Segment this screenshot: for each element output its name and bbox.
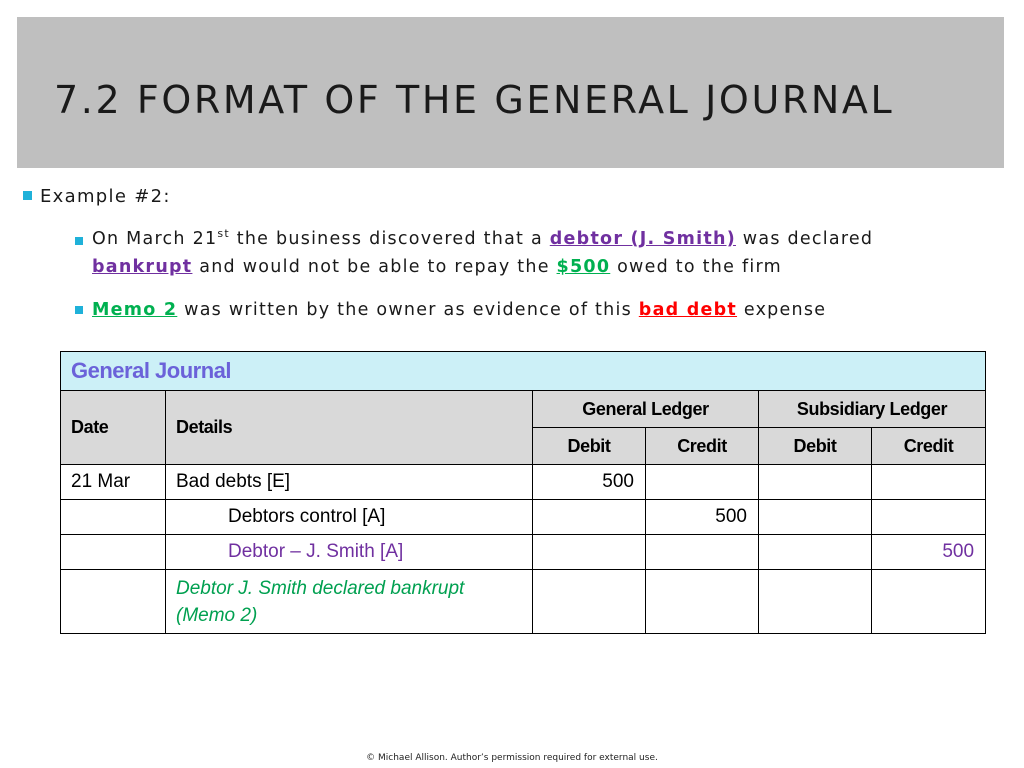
- cell-date: [61, 535, 166, 570]
- cell-sl-credit: 500: [872, 535, 986, 570]
- cell-date: [61, 570, 166, 634]
- cell-sl-debit: [759, 570, 872, 634]
- header-details: Details: [166, 391, 533, 465]
- ordinal-suffix: st: [217, 227, 230, 241]
- cell-sl-debit: [759, 465, 872, 500]
- copyright-footer: © Michael Allison. Author’s permission required for external use.: [366, 753, 658, 763]
- cell-gl-credit: [646, 465, 759, 500]
- text-fragment: expense: [737, 300, 827, 320]
- cell-details-narration: [166, 570, 533, 634]
- cell-date: 21 Mar: [61, 465, 166, 500]
- text-fragment: and would not be able to repay the: [192, 257, 557, 277]
- header-general-ledger: General Ledger: [533, 391, 759, 428]
- general-journal-table: [60, 351, 986, 634]
- cell-gl-debit: [533, 570, 646, 634]
- journal-title: General Journal: [61, 352, 986, 391]
- cell-gl-credit: [646, 535, 759, 570]
- amount-highlight: $500: [556, 257, 611, 277]
- text-fragment: was written by the owner as evidence of this: [177, 300, 639, 320]
- header-subsidiary-ledger: Subsidiary Ledger: [759, 391, 986, 428]
- header-gl-debit: Debit: [533, 428, 646, 465]
- header-sl-credit: Credit: [872, 428, 986, 465]
- table-row: [61, 500, 986, 535]
- table-row: [61, 570, 986, 634]
- cell-sl-credit: [872, 570, 986, 634]
- cell-sl-debit: [759, 535, 872, 570]
- cell-details: Bad debts [E]: [166, 465, 533, 500]
- bullet-square-icon: [23, 191, 32, 200]
- cell-gl-credit: [646, 570, 759, 634]
- sub-bullet-description: [92, 225, 873, 281]
- table-row: [61, 465, 986, 500]
- bankrupt-highlight: bankrupt: [92, 257, 193, 277]
- sub-bullet-square-icon: [75, 237, 83, 245]
- cell-gl-debit: 500: [533, 465, 646, 500]
- header-date: Date: [61, 391, 166, 465]
- header-sl-debit: Debit: [759, 428, 872, 465]
- cell-gl-debit: [533, 535, 646, 570]
- text-fragment: was declared: [735, 229, 874, 249]
- cell-sl-credit: [872, 500, 986, 535]
- cell-sl-debit: [759, 500, 872, 535]
- text-fragment: the business discovered that a: [229, 229, 550, 249]
- bullet-example: Example #2:: [40, 186, 171, 207]
- sub-bullet-memo: [92, 296, 826, 324]
- text-fragment: owed to the firm: [610, 257, 782, 277]
- memo-highlight: Memo 2: [92, 300, 178, 320]
- cell-details: Debtor – J. Smith [A]: [166, 535, 533, 570]
- text-fragment: On March 21: [92, 229, 218, 249]
- sub-bullet-square-icon: [75, 306, 83, 314]
- narration-line: (Memo 2): [176, 604, 258, 626]
- debtor-highlight: debtor (J. Smith): [549, 229, 736, 249]
- cell-date: [61, 500, 166, 535]
- cell-details: Debtors control [A]: [166, 500, 533, 535]
- cell-gl-debit: [533, 500, 646, 535]
- table-row: [61, 535, 986, 570]
- slide-title: 7.2 FORMAT OF THE GENERAL JOURNAL: [54, 78, 895, 122]
- cell-sl-credit: [872, 465, 986, 500]
- bad-debt-highlight: bad debt: [638, 300, 738, 320]
- cell-gl-credit: 500: [646, 500, 759, 535]
- narration-line: Debtor J. Smith declared bankrupt: [176, 577, 465, 599]
- header-gl-credit: Credit: [646, 428, 759, 465]
